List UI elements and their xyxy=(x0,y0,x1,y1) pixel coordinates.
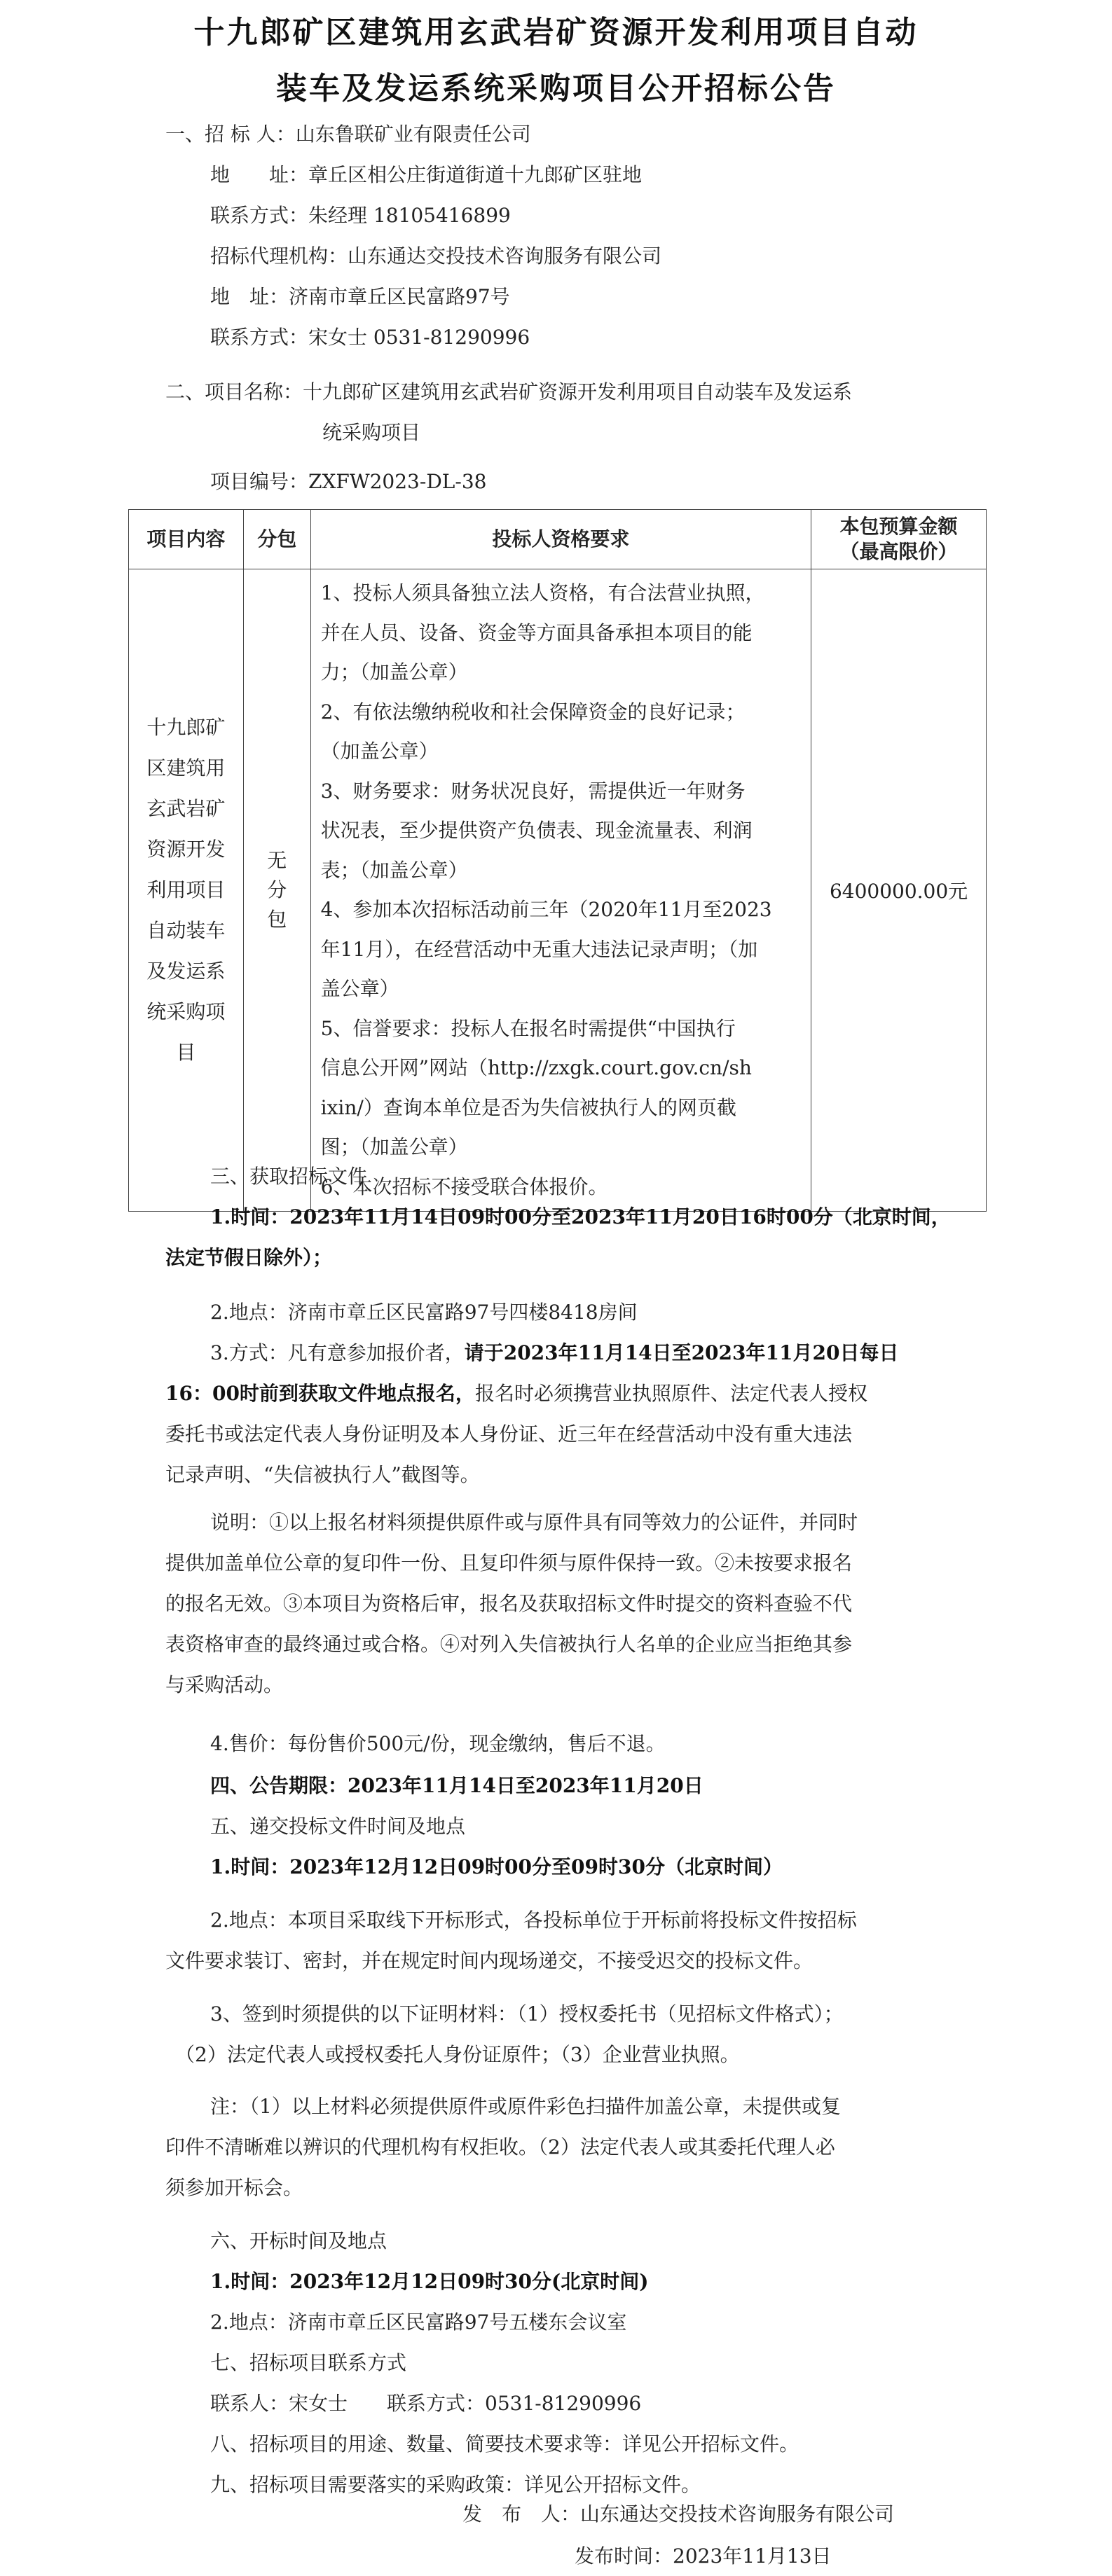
tenderer-address: 地 址：章丘区相公庄街道街道十九郎矿区驻地 xyxy=(210,163,643,186)
project-content-cell xyxy=(129,569,244,1212)
project-name-line-1: 二、项目名称：十九郎矿区建筑用玄武岩矿资源开发利用项目自动装车及发运系 xyxy=(165,380,853,403)
requirement-line: 状况表，至少提供资产负债表、现金流量表、利润 xyxy=(320,819,753,842)
project-content-line: 区建筑用 xyxy=(146,756,226,780)
obtain-method-line-3: 委托书或法定代表人身份证明及本人身份证、近三年在经营活动中没有重大违法 xyxy=(165,1422,853,1446)
project-content-line: 目 xyxy=(176,1041,196,1064)
obtain-method-line-4: 记录声明、“失信被执行人”截图等。 xyxy=(165,1463,480,1486)
section-5-heading: 五、递交投标文件时间及地点 xyxy=(210,1815,466,1838)
tenderer-line: 一、招 标 人：山东鲁联矿业有限责任公司 xyxy=(165,123,531,146)
obtain-method-bold-2: 16：00时前到获取文件地点报名， xyxy=(165,1382,475,1405)
page-title-line-2: 装车及发运系统采购项目公开招标公告 xyxy=(276,71,836,106)
subpackage-line: 分 xyxy=(267,878,287,901)
project-content-line: 及发运系 xyxy=(146,960,226,983)
section-8-heading: 八、招标项目的用途、数量、简要技术要求等：详见公开招标文件。 xyxy=(210,2432,799,2456)
budget-cell xyxy=(811,569,987,1212)
requirement-line: 图；（加盖公章） xyxy=(320,1135,468,1158)
obtain-note-line-5: 与采购活动。 xyxy=(165,1673,284,1696)
project-content-line: 自动装车 xyxy=(146,919,226,942)
project-name-line-2: 统采购项目 xyxy=(322,421,421,444)
document-price: 4.售价：每份售价500元/份，现金缴纳，售后不退。 xyxy=(210,1732,666,1755)
requirement-line: 盖公章） xyxy=(320,977,399,1000)
signin-docs-line-2: （2）法定代表人或授权委托人身份证原件；（3）企业营业执照。 xyxy=(175,2043,740,2066)
submission-note-line-3: 须参加开标会。 xyxy=(165,2176,303,2199)
header-budget xyxy=(811,510,987,569)
header-requirements: 投标人资格要求 xyxy=(310,510,811,569)
obtain-note-line-2: 提供加盖单位公章的复印件一份、且复印件须与原件保持一致。②未按要求报名 xyxy=(165,1551,853,1574)
project-content-line: 玄武岩矿 xyxy=(146,797,226,820)
announcement-period: 四、公告期限：2023年11月14日至2023年11月20日 xyxy=(210,1774,703,1797)
subpackage-cell xyxy=(243,569,310,1212)
project-number: 项目编号：ZXFW2023-DL-38 xyxy=(210,470,487,493)
agent-contact: 联系方式：宋女士 0531-81290996 xyxy=(210,326,530,349)
requirement-line: 信息公开网”网站（http://zxgk.court.gov.cn/sh xyxy=(320,1056,752,1079)
submission-place-line-2: 文件要求装订、密封，并在规定时间内现场递交，不接受迟交的投标文件。 xyxy=(165,1949,814,1972)
requirement-line: 3、财务要求：财务状况良好，需提供近一年财务 xyxy=(320,779,746,803)
requirement-line: 2、有依法缴纳税收和社会保障资金的良好记录； xyxy=(320,700,746,723)
requirement-line: （加盖公章） xyxy=(320,740,439,763)
signin-docs-line-1: 3、签到时须提供的以下证明材料：（1）授权委托书（见招标文件格式）； xyxy=(210,2002,844,2026)
table-row xyxy=(129,569,987,1212)
project-content-line: 利用项目 xyxy=(146,878,226,901)
tenderer-contact: 联系方式：朱经理 18105416899 xyxy=(210,204,511,227)
header-project-content: 项目内容 xyxy=(129,510,244,569)
obtain-note-line-4: 表资格审查的最终通过或合格。④对列入失信被执行人名单的企业应当拒绝其参 xyxy=(165,1633,853,1656)
section-9-heading: 九、招标项目需要落实的采购政策：详见公开招标文件。 xyxy=(210,2473,701,2496)
submission-note-line-1: 注：（1）以上材料必须提供原件或原件彩色扫描件加盖公章，未提供或复 xyxy=(210,2095,841,2118)
project-content-line: 统采购项 xyxy=(146,1000,226,1023)
obtain-time-line-1 xyxy=(210,1203,951,1231)
project-content-line: 资源开发 xyxy=(146,838,226,861)
obtain-time-text-2: 法定节假日除外）； xyxy=(165,1246,333,1269)
budget-value: 6400000.00元 xyxy=(829,880,968,903)
project-content-line: 十九郎矿 xyxy=(146,716,226,739)
subpackage-line: 包 xyxy=(267,908,287,931)
header-budget-text: 本包预算金额（最高限价） xyxy=(839,515,958,563)
obtain-time-text-1: 1.时间：2023年11月14日09时00分至2023年11月20日16时00分（北京时间， xyxy=(210,1205,951,1228)
project-contact: 联系人：宋女士 联系方式：0531-81290996 xyxy=(210,2392,642,2415)
obtain-note-line-1: 说明：①以上报名材料须提供原件或与原件具有同等效力的公证件，并同时 xyxy=(210,1511,858,1534)
opening-time: 1.时间：2023年12月12日09时30分(北京时间) xyxy=(210,2270,649,2293)
requirement-lines xyxy=(321,574,801,1207)
requirement-line: 力；（加盖公章） xyxy=(320,660,468,684)
requirement-line: ixin/）查询本单位是否为失信被执行人的网页截 xyxy=(320,1095,736,1119)
obtain-time-line-2 xyxy=(165,1244,332,1272)
requirement-line: 年11月），在经营活动中无重大违法记录声明；（加 xyxy=(320,937,758,961)
subpackage-line: 无 xyxy=(267,849,287,872)
obtain-note-line-3: 的报名无效。③本项目为资格后审，报名及获取招标文件时提交的资料查验不代 xyxy=(165,1592,853,1615)
qualification-table xyxy=(128,509,987,1212)
subpackage-lines xyxy=(244,846,310,934)
section-3-heading: 三、获取招标文件 xyxy=(210,1165,368,1188)
project-content-lines xyxy=(137,707,235,1073)
obtain-method-line-2 xyxy=(165,1380,867,1408)
publisher: 发 布 人：山东通达交投技术咨询服务有限公司 xyxy=(462,2502,895,2526)
submission-place-line-1: 2.地点：本项目采取线下开标形式，各投标单位于开标前将投标文件按招标 xyxy=(210,1909,857,1932)
obtain-method-rest: 报名时必须携营业执照原件、法定代表人授权 xyxy=(474,1382,867,1405)
requirement-line: 并在人员、设备、资金等方面具备承担本项目的能 xyxy=(320,621,753,644)
requirements-cell xyxy=(310,569,811,1212)
requirement-line: 1、投标人须具备独立法人资格，有合法营业执照， xyxy=(320,581,765,604)
agent-name: 招标代理机构：山东通达交投技术咨询服务有限公司 xyxy=(210,244,662,268)
section-7-heading: 七、招标项目联系方式 xyxy=(210,2351,407,2374)
page-title-line-1: 十九郎矿区建筑用玄武岩矿资源开发利用项目自动 xyxy=(193,15,919,50)
header-subpackage: 分包 xyxy=(243,510,310,569)
section-6-heading: 六、开标时间及地点 xyxy=(210,2229,387,2252)
submission-time: 1.时间：2023年12月12日09时00分至09时30分（北京时间） xyxy=(210,1855,783,1878)
obtain-method-pre: 3.方式：凡有意参加报价者， xyxy=(210,1341,465,1364)
requirement-line: 6、本次招标不接受联合体报价。 xyxy=(320,1175,608,1198)
requirement-line: 5、信誉要求：投标人在报名时需提供“中国执行 xyxy=(320,1016,736,1040)
agent-address: 地 址：济南市章丘区民富路97号 xyxy=(210,285,510,308)
opening-place: 2.地点：济南市章丘区民富路97号五楼东会议室 xyxy=(210,2311,627,2334)
obtain-method-line-1 xyxy=(210,1339,898,1367)
submission-note-line-2: 印件不清晰难以辨识的代理机构有权拒收。（2）法定代表人或其委托代理人必 xyxy=(165,2135,835,2159)
requirement-line: 4、参加本次招标活动前三年（2020年11月至2023 xyxy=(320,898,772,921)
requirement-line: 表；（加盖公章） xyxy=(320,858,468,882)
table-header-row xyxy=(129,510,987,569)
publish-date: 发布时间：2023年11月13日 xyxy=(575,2544,832,2568)
obtain-method-bold-1: 请于2023年11月14日至2023年11月20日每日 xyxy=(464,1341,899,1364)
obtain-place: 2.地点：济南市章丘区民富路97号四楼8418房间 xyxy=(210,1301,638,1324)
